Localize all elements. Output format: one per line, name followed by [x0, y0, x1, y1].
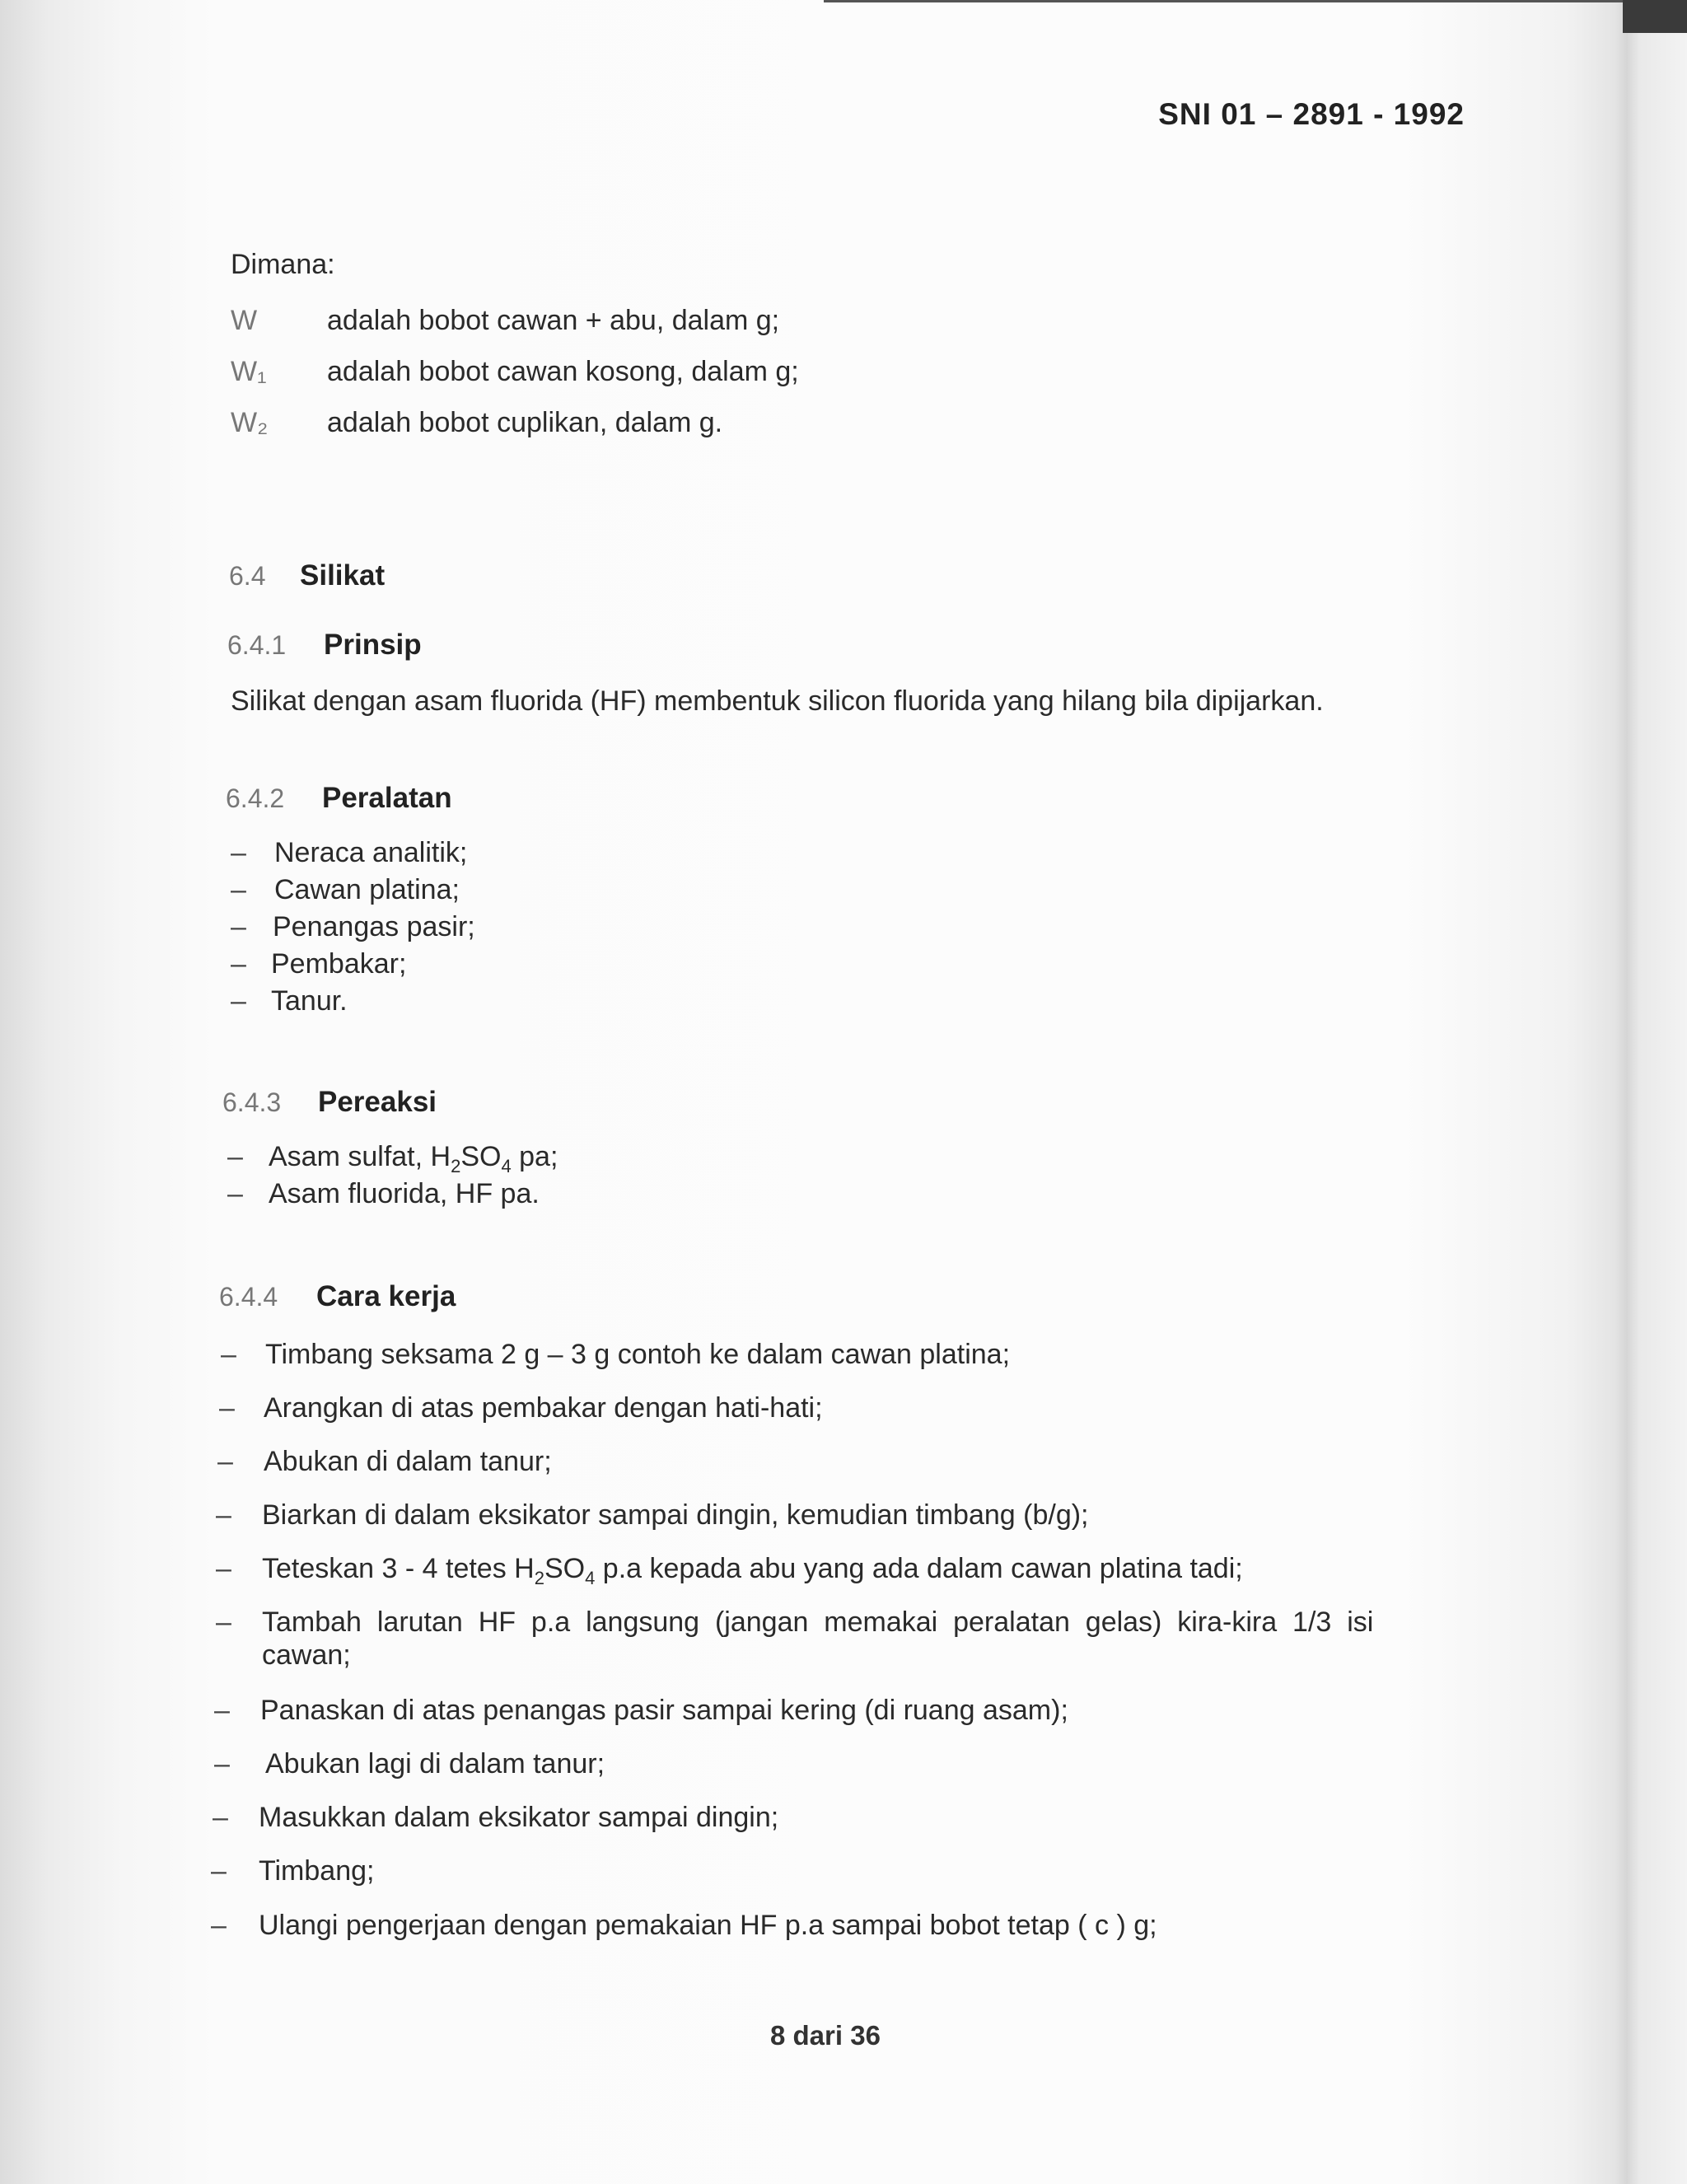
section-number-6-4-2: 6.4.2	[226, 783, 285, 813]
list-bullet-dash: –	[217, 1446, 233, 1477]
reagent-text: Asam sulfat, H	[269, 1141, 451, 1172]
scan-corner-shadow	[1623, 0, 1687, 33]
definition-symbol-w2: W₂	[231, 407, 269, 438]
list-item: Biarkan di dalam eksikator sampai dingin, kemudian timbang (b/g);	[262, 1499, 1089, 1531]
list-bullet-dash: –	[221, 1339, 236, 1370]
section-number-6-4-3: 6.4.3	[222, 1087, 282, 1117]
step-text: p.a kepada abu yang ada dalam cawan platina tadi;	[595, 1553, 1243, 1584]
list-bullet-dash: –	[216, 1499, 231, 1531]
list-item-continuation: cawan;	[262, 1639, 351, 1671]
list-bullet-dash: –	[227, 1178, 243, 1209]
step-text: SO	[544, 1553, 586, 1584]
section-title-peralatan: Peralatan	[322, 782, 452, 814]
list-item: Timbang seksama 2 g – 3 g contoh ke dalam cawan platina;	[265, 1339, 1011, 1370]
list-item: Panaskan di atas penangas pasir sampai kering (di ruang asam);	[260, 1695, 1068, 1726]
list-bullet-dash: –	[214, 1748, 230, 1779]
reagent-text: SO	[460, 1141, 502, 1172]
list-item: Asam fluorida, HF pa.	[269, 1178, 540, 1209]
list-item: Tanur.	[271, 985, 348, 1017]
list-item: Masukkan dalam eksikator sampai dingin;	[259, 1802, 779, 1833]
list-bullet-dash: –	[216, 1553, 231, 1584]
section-number-6-4-4: 6.4.4	[219, 1282, 278, 1312]
list-item: Neraca analitik;	[274, 837, 468, 868]
list-item: Timbang;	[259, 1855, 375, 1887]
list-bullet-dash: –	[213, 1802, 228, 1833]
section-title-pereaksi: Pereaksi	[318, 1086, 437, 1118]
scan-top-edge	[824, 0, 1687, 2]
step-text: Teteskan 3 - 4 tetes H	[262, 1553, 535, 1584]
section-number-6-4: 6.4	[229, 561, 266, 591]
subscript: 4	[501, 1155, 512, 1176]
page-number: 8 dari 36	[770, 2020, 881, 2051]
subscript: 2	[451, 1155, 461, 1176]
definition-symbol-w: W	[231, 305, 258, 336]
list-item: Abukan di dalam tanur;	[264, 1446, 552, 1477]
list-bullet-dash: –	[231, 837, 246, 868]
prinsip-paragraph: Silikat dengan asam fluorida (HF) membentuk silicon fluorida yang hilang bila dipijarkan.	[231, 685, 1324, 717]
list-item: Arangkan di atas pembakar dengan hati-hati;	[264, 1392, 823, 1424]
list-bullet-dash: –	[211, 1910, 227, 1941]
list-item: Penangas pasir;	[273, 911, 475, 942]
list-item: Pembakar;	[271, 948, 407, 980]
definition-symbol-w1: W₁	[231, 356, 267, 387]
list-item: Tambah larutan HF p.a langsung (jangan memakai peralatan gelas) kira-kira 1/3 isi	[262, 1606, 1374, 1638]
list-item: Ulangi pengerjaan dengan pemakaian HF p.a sampai bobot tetap ( c ) g;	[259, 1910, 1157, 1941]
definition-text-w: adalah bobot cawan + abu, dalam g;	[327, 305, 780, 336]
section-title-cara-kerja: Cara kerja	[316, 1280, 456, 1312]
section-title-silikat: Silikat	[300, 559, 386, 592]
subscript: 2	[534, 1567, 544, 1588]
list-bullet-dash: –	[211, 1855, 227, 1887]
list-bullet-dash: –	[227, 1141, 243, 1172]
definitions-title: Dimana:	[231, 249, 335, 280]
list-bullet-dash: –	[216, 1606, 231, 1638]
list-bullet-dash: –	[231, 948, 246, 980]
list-item	[269, 1141, 558, 1177]
list-item: Cawan platina;	[274, 874, 460, 905]
standard-id-header: SNI 01 – 2891 - 1992	[1158, 97, 1465, 131]
list-bullet-dash: –	[231, 985, 246, 1017]
list-bullet-dash: –	[214, 1695, 230, 1726]
subscript: 4	[585, 1567, 596, 1588]
list-bullet-dash: –	[231, 874, 246, 905]
definition-text-w2: adalah bobot cuplikan, dalam g.	[327, 407, 723, 438]
list-bullet-dash: –	[219, 1392, 235, 1424]
reagent-text: pa;	[511, 1141, 558, 1172]
list-bullet-dash: –	[231, 911, 246, 942]
definition-text-w1: adalah bobot cawan kosong, dalam g;	[327, 356, 799, 387]
list-item	[262, 1553, 1243, 1589]
section-number-6-4-1: 6.4.1	[227, 630, 287, 660]
section-title-prinsip: Prinsip	[324, 629, 422, 661]
list-item: Abukan lagi di dalam tanur;	[265, 1748, 605, 1779]
